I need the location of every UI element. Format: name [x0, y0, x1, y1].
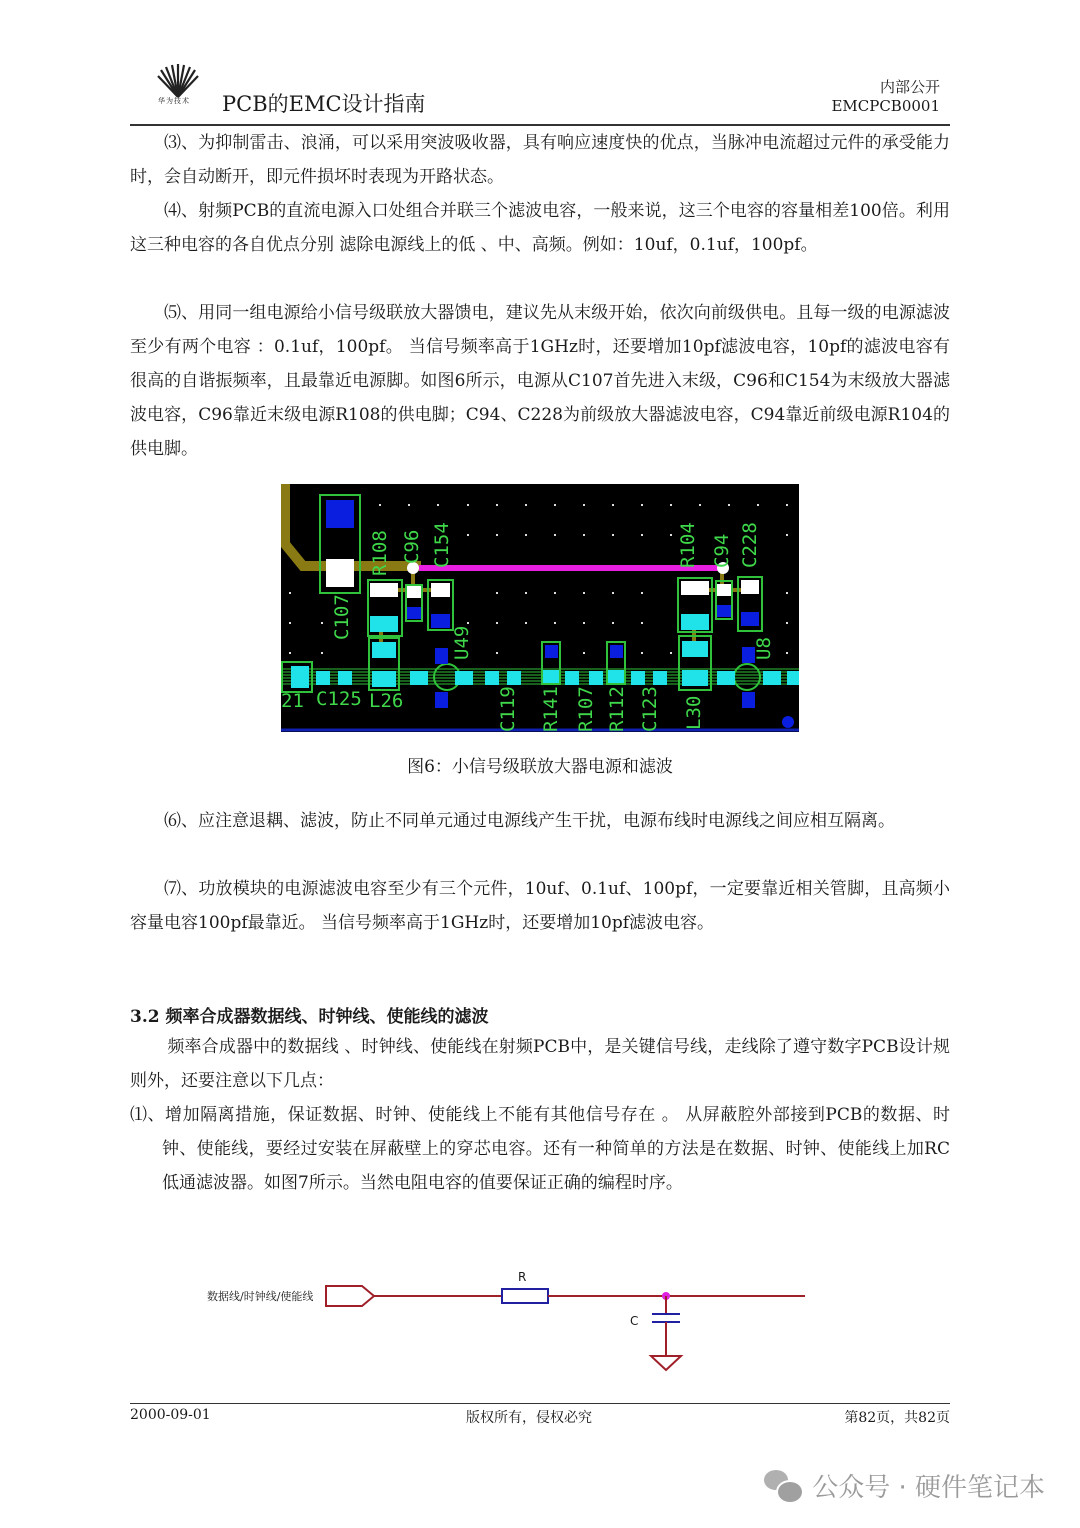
pcb-label: U49	[451, 625, 473, 660]
pcb-label: R112	[606, 686, 628, 732]
paragraph-item-3: ⑶、为抑制雷击、浪涌，可以采用突波吸收器，具有响应速度快的优点，当脉冲电流超过元件的承受能力时，会自动断开，即元件损坏时表现为开路状态。	[130, 133, 950, 187]
pcb-layout-figure	[281, 484, 799, 732]
paragraph-item-4: ⑷、射频PCB的直流电源入口处组合并联三个滤波电容，一般来说，这三个电容的容量相差100倍。利用这三种电容的各自优点分别 滤除电源线上的低 、中、高频。例如：10uf，0.1uf，100pf。	[130, 201, 950, 255]
pcb-label: L26	[369, 690, 404, 712]
logo-text: 华为技术	[158, 97, 190, 105]
pcb-label: C96	[401, 529, 423, 564]
document-title: PCB的EMC设计指南	[222, 92, 426, 116]
figure-6-caption: 图6：小信号级联放大器电源和滤波	[407, 757, 673, 777]
section-intro: 频率合成器中的数据线 、时钟线、使能线在射频PCB中，是关键信号线，走线除了遵守数字PCB设计规则外，还要注意以下几点：	[130, 1037, 950, 1091]
classification-label: 内部公开	[879, 78, 940, 96]
pcb-label: C228	[739, 522, 761, 568]
pcb-label: R141	[540, 686, 562, 732]
pcb-label: R107	[575, 686, 597, 732]
pcb-label: C94	[711, 533, 733, 568]
capacitor-label: C	[630, 1314, 639, 1328]
pcb-label: C154	[431, 522, 453, 568]
header-meta	[831, 78, 940, 116]
pcb-label: U8	[753, 637, 775, 660]
section-item-1-text: ⑴、增加隔离措施，保证数据、时钟、使能线上不能有其他信号存在 。 从屏蔽腔外部接到PCB的数据、时钟、使能线，要经过安装在屏蔽壁上的穿芯电容。还有一种简单的方法是在数据、时钟、使能线上加RC低通滤波器。如图7所示。当然电阻电容的值要保证正确的编程时序。	[130, 1105, 950, 1193]
pcb-label: C119	[497, 686, 519, 732]
pcb-label: R104	[677, 522, 699, 568]
signal-label: 数据线/时钟线/使能线	[207, 1290, 314, 1303]
footer-copyright: 版权所有，侵权必究	[466, 1410, 592, 1426]
pcb-label: C123	[639, 686, 661, 732]
rc-filter-schematic	[190, 1262, 820, 1382]
watermark-text: 公众号 · 硬件笔记本	[812, 1473, 1045, 1503]
pcb-label: 21	[281, 690, 304, 712]
resistor-label: R	[518, 1270, 527, 1284]
pcb-label: C107	[331, 594, 353, 640]
paragraph-item-6: ⑹、应注意退耦、滤波，防止不同单元通过电源线产生干扰，电源布线时电源线之间应相互隔离。	[164, 811, 895, 831]
paragraph-item-7: ⑺、功放模块的电源滤波电容至少有三个元件，10uf、0.1uf、100pf，一定要靠近相关管脚，且高频小容量电容100pf最靠近。 当信号频率高于1GHz时，还要增加10pf滤波电容。	[130, 879, 950, 933]
paragraph-item-5: ⑸、用同一组电源给小信号级联放大器馈电，建议先从末级开始，依次向前级供电。且每一级的电源滤波至少有两个电容 ：0.1uf，100pf。 当信号频率高于1GHz时，还要增加10pf滤波电容，10pf的滤波电容有很高的自谐振频率，且最靠近电源脚。如图6所示，电源从C107首先进入末级，C96和C154为末级放大器滤波电容，C96靠近末级电源R108的供电脚；C94、C228为前级放大器滤波电容，C94靠近前级电源R104的供电脚。	[130, 303, 950, 459]
section-item-1	[130, 1098, 950, 1200]
section-heading: 3.2 频率合成器数据线、时钟线、使能线的滤波	[130, 1007, 489, 1027]
document-id: EMCPCB0001	[831, 97, 940, 115]
footer-divider	[130, 1403, 950, 1404]
footer-page-number: 第82页，共82页	[844, 1410, 950, 1426]
footer-date: 2000-09-01	[130, 1407, 211, 1423]
pcb-label: R108	[369, 530, 391, 576]
pcb-label: C125	[316, 688, 362, 710]
watermark	[764, 1467, 1045, 1504]
wechat-icon	[764, 1470, 804, 1502]
pcb-label: L30	[683, 695, 705, 730]
